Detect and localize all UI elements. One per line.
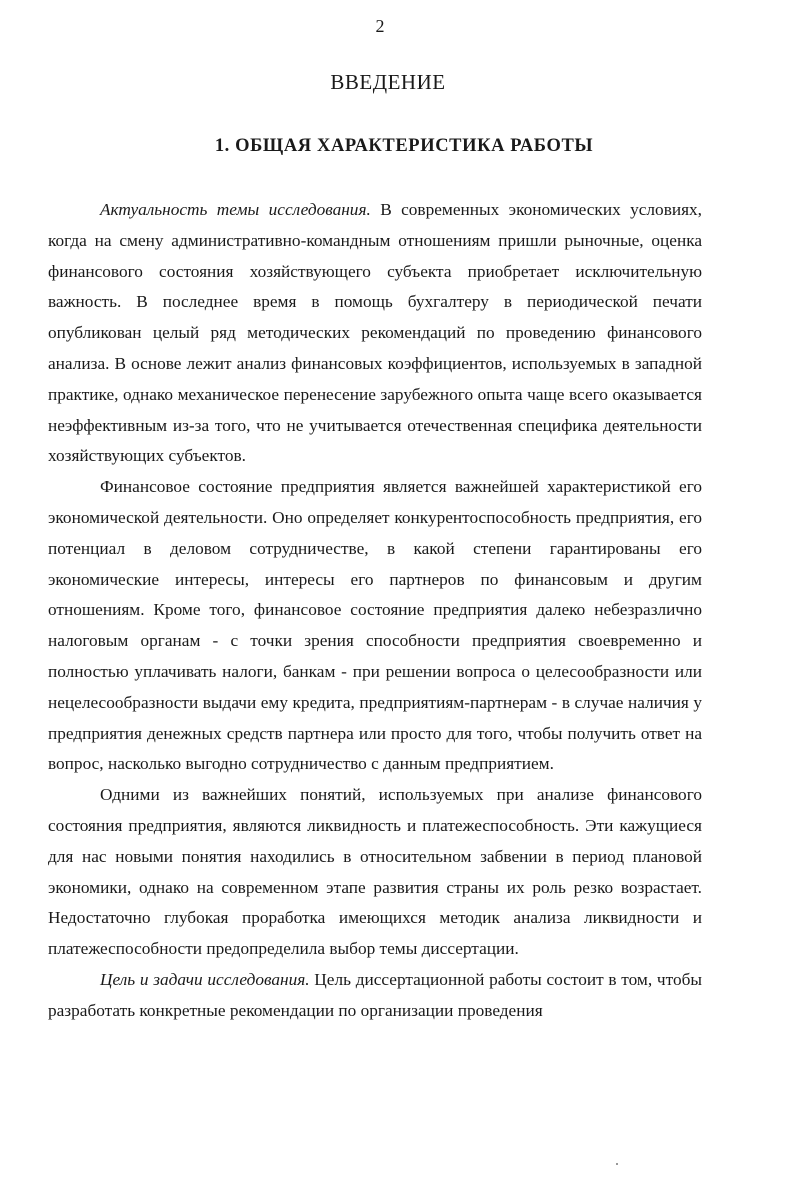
- paragraph-text-goals: Цель диссертационной работы состоит в том, чтобы разработать конкретные рекомендации по организации проведения: [48, 969, 702, 1020]
- paragraph-liquidity: [48, 780, 702, 965]
- paragraph-goals: [48, 965, 702, 1027]
- paragraph-text-relevance: В современных экономических условиях, когда на смену административно-командным отношениям пришли рыночные, оценка финансового состояния хозяйствующего субъекта приобретает исключительную важность. В последнее время в помощь бухгалтеру в периодической печати опубликован целый ряд методических рекомендаций по проведению финансового анализа. В основе лежит анализ финансовых коэффициентов, используемых в западной практике, однако механическое перенесение зарубежного опыта чаще всего оказывается неэффективным из-за того, что не учитывается отечественная специфика деятельности хозяйствующих субъектов.: [48, 200, 703, 466]
- paragraph-relevance: [48, 195, 702, 472]
- section-title: 1. ОБЩАЯ ХАРАКТЕРИСТИКА РАБОТЫ: [214, 136, 594, 156]
- paragraph-lead-goals: Цель и задачи исследования.: [100, 969, 310, 989]
- scan-speck: [616, 1163, 618, 1165]
- chapter-title: ВВЕДЕНИЕ: [330, 70, 446, 94]
- paragraph-lead-relevance: Актуальность темы исследования.: [100, 200, 371, 219]
- paragraph-text-financial-state: Финансовое состояние предприятия является важнейшей характеристикой его экономической деятельности. Оно определяет конкурентоспособность предприятия, его потенциал в деловом сотрудничестве, в какой степени гарантированы его экономические интересы, интересы его партнеров по финансовым и другим отношениям. Кроме того, финансовое состояние предприятия далеко небезразлично налоговым органам - с точки зрения способности предприятия своевременно и полностью уплачивать налоги, банкам - при решении вопроса о целесообразности или нецелесообразности выдачи ему кредита, предприятиям-партнерам - в случае наличия у предприятия денежных средств партнера или просто для того, чтобы получить ответ на вопрос, насколько выгодно сотрудничество с данным предприятием.: [48, 477, 702, 774]
- paragraph-text-liquidity: Одними из важнейших понятий, используемых при анализе финансового состояния предприятия, являются ликвидность и платежеспособность. Эти кажущиеся для нас новыми понятия находились в относительном забвении в период плановой экономики, однако на современном этапе развития страны их роль резко возрастает. Недостаточно глубокая проработка имеющихся методик анализа ликвидности и платежеспособности предопределила выбор темы диссертации.: [48, 785, 702, 959]
- document-body: [48, 195, 702, 1027]
- page-number: 2: [375, 16, 385, 36]
- paragraph-financial-state: [48, 472, 702, 780]
